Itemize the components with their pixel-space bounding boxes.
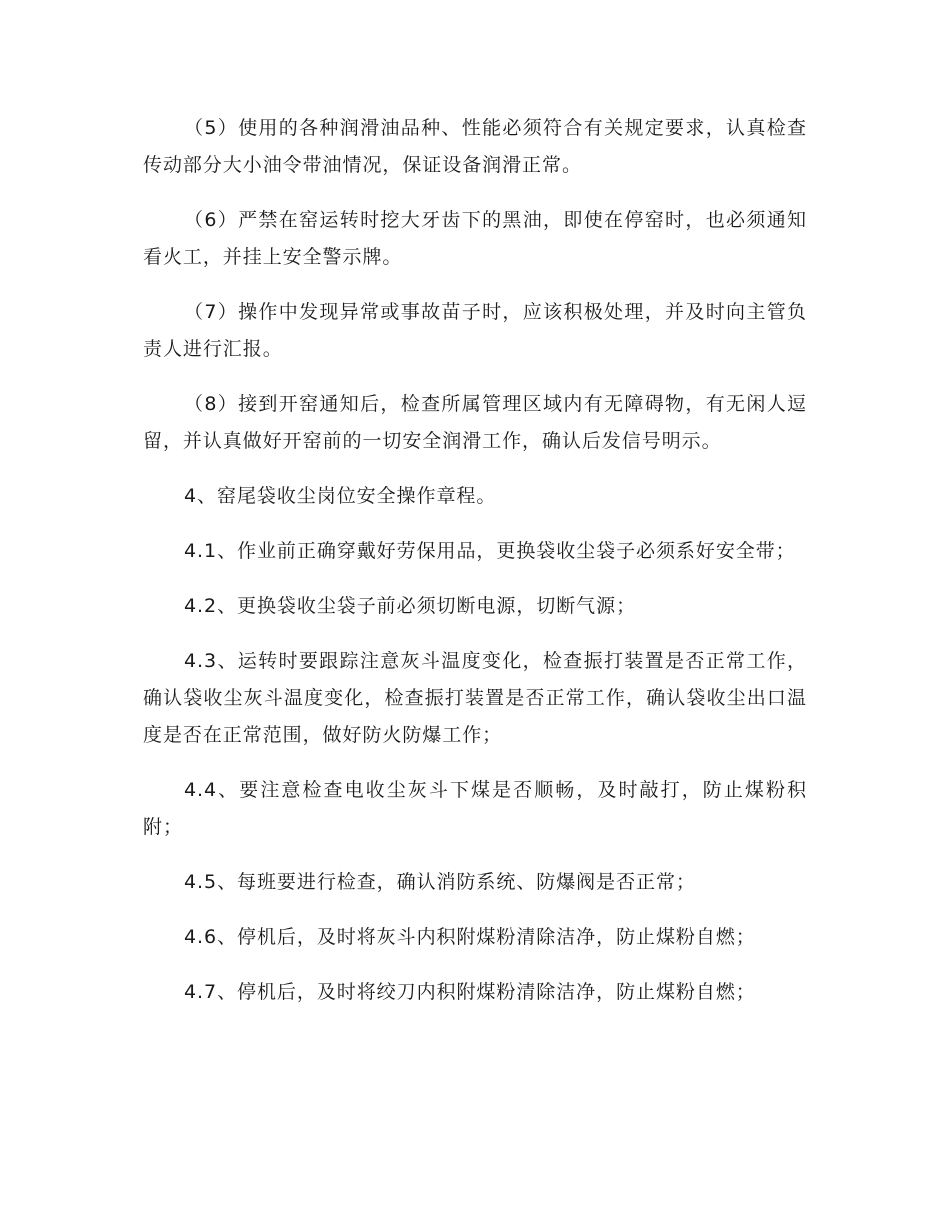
paragraph-4-3: 4.3、运转时要跟踪注意灰斗温度变化，检查振打装置是否正常工作，确认袋收尘灰斗温度变化，检查振打装置是否正常工作，确认袋收尘出口温度是否在正常范围，做好防火防爆工作； xyxy=(143,650,807,746)
document-body xyxy=(143,110,807,1029)
paragraph-item-7: （7）操作中发现异常或事故苗子时，应该积极处理，并及时向主管负责人进行汇报。 xyxy=(143,301,807,360)
paragraph-4-7: 4.7、停机后，及时将绞刀内积附煤粉清除洁净，防止煤粉自燃； xyxy=(184,981,756,1003)
paragraph-4-1: 4.1、作业前正确穿戴好劳保用品，更换袋收尘袋子必须系好安全带； xyxy=(184,540,796,562)
paragraph-item-8: （8）接到开窑通知后，检查所属管理区域内有无障碍物，有无闲人逗留，并认真做好开窑前的一切安全润滑工作，确认后发信号明示。 xyxy=(143,393,807,452)
section-heading-4: 4、窑尾袋收尘岗位安全操作章程。 xyxy=(184,485,497,507)
paragraph-4-5: 4.5、每班要进行检查，确认消防系统、防爆阀是否正常； xyxy=(184,871,696,893)
paragraph-4-6: 4.6、停机后，及时将灰斗内积附煤粉清除洁净，防止煤粉自燃； xyxy=(184,926,756,948)
paragraph-4-2: 4.2、更换袋收尘袋子前必须切断电源，切断气源； xyxy=(184,595,637,617)
paragraph-4-4: 4.4、要注意检查电收尘灰斗下煤是否顺畅，及时敲打，防止煤粉积附； xyxy=(143,779,807,838)
paragraph-item-5: （5）使用的各种润滑油品种、性能必须符合有关规定要求，认真检查传动部分大小油令带油情况，保证设备润滑正常。 xyxy=(143,117,807,176)
paragraph-item-6: （6）严禁在窑运转时挖大牙齿下的黑油，即使在停窑时，也必须通知看火工，并挂上安全警示牌。 xyxy=(143,209,807,268)
